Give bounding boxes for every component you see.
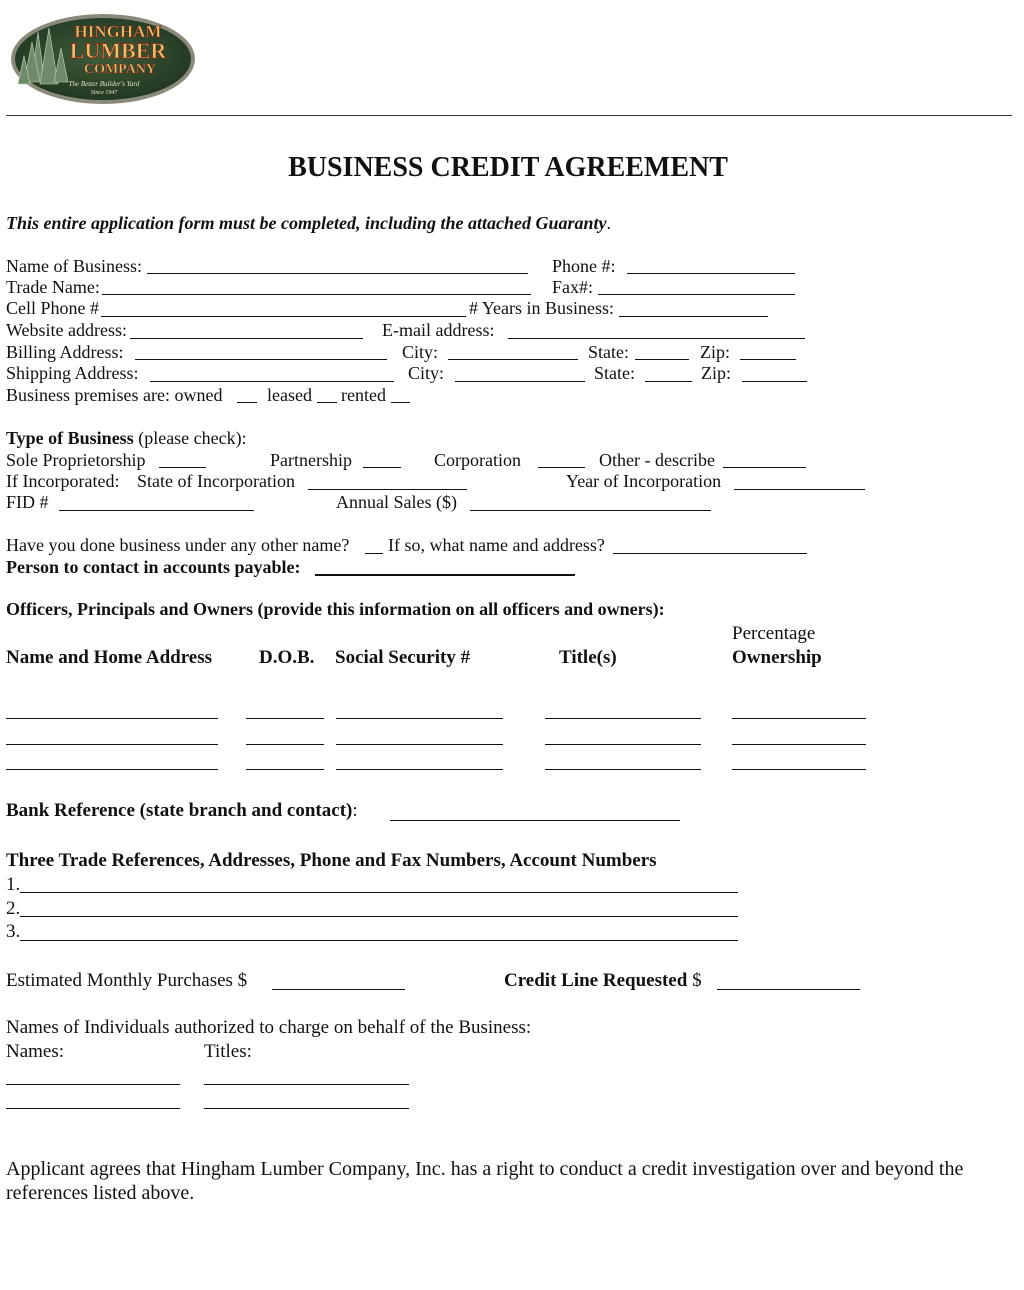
phone-field[interactable] (627, 273, 795, 274)
name-of-business-label: Name of Business: (6, 256, 142, 276)
other-describe-label: Other - describe (599, 450, 715, 470)
years-in-business-field[interactable] (619, 316, 768, 317)
shipping-zip-field[interactable] (742, 381, 807, 382)
logo-tagline2: Since 1947 (90, 90, 118, 96)
officer-2-name-field[interactable] (6, 744, 218, 745)
authorized-titles-label: Titles: (204, 1041, 252, 1062)
fax-field[interactable] (598, 294, 795, 295)
ap-contact-field[interactable] (315, 574, 575, 576)
billing-city-field[interactable] (448, 359, 578, 360)
other-name-field[interactable] (613, 553, 807, 554)
intro-line (6, 213, 611, 233)
phone-label: Phone #: (552, 256, 616, 276)
billing-address-field[interactable] (135, 359, 387, 360)
billing-state-field[interactable] (635, 359, 689, 360)
officer-2-ownership-field[interactable] (732, 744, 866, 745)
trade-reference-1-number: 1. (6, 874, 21, 895)
col-ownership: Ownership (732, 647, 822, 668)
type-of-business-title: Type of Business (6, 428, 134, 448)
billing-zip-label: Zip: (700, 342, 730, 362)
other-name-check[interactable] (365, 553, 383, 554)
cell-phone-label: Cell Phone # (6, 298, 99, 318)
years-in-business-label: # Years in Business: (469, 298, 615, 318)
authorized-title-2-field[interactable] (204, 1108, 409, 1109)
credit-line-field[interactable] (717, 989, 860, 990)
annual-sales-field[interactable] (470, 510, 711, 511)
authorized-name-2-field[interactable] (6, 1108, 180, 1109)
sole-proprietorship-check[interactable] (159, 467, 206, 468)
logo-emblem (10, 12, 196, 106)
trade-reference-3-field[interactable] (20, 940, 738, 941)
officer-3-dob-field[interactable] (246, 769, 324, 770)
billing-zip-field[interactable] (740, 359, 796, 360)
authorized-title-1-field[interactable] (204, 1084, 409, 1085)
premises-rented-check[interactable] (391, 402, 410, 403)
shipping-city-label: City: (408, 363, 445, 383)
website-label: Website address: (6, 320, 128, 340)
sole-proprietorship-label: Sole Proprietorship (6, 450, 146, 470)
col-ssn: Social Security # (335, 647, 471, 668)
estimated-monthly-label: Estimated Monthly Purchases $ (6, 970, 248, 991)
logo-line3: COMPANY (83, 62, 157, 77)
shipping-address-label: Shipping Address: (6, 363, 139, 383)
fid-field[interactable] (59, 510, 254, 511)
other-name-followup: If so, what name and address? (388, 535, 605, 555)
shipping-address-field[interactable] (150, 381, 394, 382)
fid-label: FID # (6, 492, 49, 512)
col-percentage-top: Percentage (732, 623, 816, 644)
officer-1-title-field[interactable] (545, 718, 701, 719)
agreement-line-1: Applicant agrees that Hingham Lumber Company, Inc. has a right to conduct a credit investigation over and beyond the (6, 1158, 964, 1180)
billing-address-label: Billing Address: (6, 342, 124, 362)
trade-reference-3-number: 3. (6, 921, 21, 942)
logo-tagline1: The Better Builder's Yard (68, 80, 140, 88)
ap-contact-label: Person to contact in accounts payable: (6, 557, 301, 577)
state-of-incorporation-field[interactable] (308, 489, 467, 490)
intro-text: This entire application form must be completed, including the attached Guaranty (6, 213, 607, 233)
bank-reference-colon: : (352, 800, 358, 821)
type-of-business-note: (please check): (133, 428, 247, 448)
page-title: BUSINESS CREDIT AGREEMENT (288, 152, 728, 183)
partnership-label: Partnership (270, 450, 352, 470)
officer-2-ssn-field[interactable] (336, 744, 503, 745)
officer-1-ownership-field[interactable] (732, 718, 866, 719)
trade-references-heading: Three Trade References, Addresses, Phone and Fax Numbers, Account Numbers (6, 850, 657, 871)
premises-leased-label: leased (267, 385, 312, 405)
officer-3-ssn-field[interactable] (336, 769, 503, 770)
company-logo (10, 12, 196, 106)
cell-phone-field[interactable] (101, 316, 466, 317)
trade-reference-1-field[interactable] (20, 892, 738, 893)
officer-2-title-field[interactable] (545, 744, 701, 745)
trade-name-field[interactable] (102, 294, 531, 295)
officer-1-name-field[interactable] (6, 718, 218, 719)
header-divider (6, 115, 1012, 116)
partnership-check[interactable] (363, 467, 401, 468)
credit-line-dollar: $ (692, 970, 702, 991)
year-of-incorporation-field[interactable] (734, 489, 865, 490)
premises-label: Business premises are: owned (6, 385, 223, 405)
col-name-address: Name and Home Address (6, 647, 213, 668)
premises-owned-check[interactable] (237, 402, 257, 403)
premises-leased-check[interactable] (317, 402, 337, 403)
trade-reference-2-field[interactable] (20, 916, 738, 917)
officers-heading: Officers, Principals and Owners (provide this information on all officers and owners): (6, 599, 665, 619)
trade-reference-2-number: 2. (6, 898, 21, 919)
bank-reference-line (6, 800, 358, 822)
col-titles: Title(s) (559, 647, 617, 668)
authorized-heading: Names of Individuals authorized to charge on behalf of the Business: (6, 1017, 532, 1038)
intro-period: . (606, 213, 612, 233)
type-of-business-heading (6, 428, 247, 448)
website-field[interactable] (130, 338, 363, 339)
authorized-names-label: Names: (6, 1041, 65, 1062)
shipping-state-field[interactable] (645, 381, 692, 382)
officer-1-dob-field[interactable] (246, 718, 324, 719)
officer-1-ssn-field[interactable] (336, 718, 503, 719)
shipping-state-label: State: (594, 363, 635, 383)
shipping-zip-label: Zip: (701, 363, 731, 383)
credit-line-label: Credit Line Requested (504, 970, 688, 991)
other-name-question: Have you done business under any other name? (6, 535, 350, 555)
officer-3-title-field[interactable] (545, 769, 701, 770)
name-of-business-field[interactable] (147, 273, 528, 274)
bank-reference-field[interactable] (390, 820, 680, 821)
premises-rented-label: rented (341, 385, 386, 405)
logo-line1: HINGHAM (74, 22, 162, 41)
email-field[interactable] (508, 338, 805, 339)
state-of-incorporation-label: State of Incorporation (137, 471, 295, 491)
bank-reference-label: Bank Reference (state branch and contact) (6, 800, 353, 821)
billing-state-label: State: (588, 342, 629, 362)
billing-city-label: City: (402, 342, 439, 362)
trade-name-label: Trade Name: (6, 277, 100, 297)
credit-line-line (504, 970, 702, 992)
authorized-name-1-field[interactable] (6, 1084, 180, 1085)
annual-sales-label: Annual Sales ($) (336, 492, 457, 512)
officer-3-ownership-field[interactable] (732, 769, 866, 770)
fax-label: Fax#: (552, 277, 594, 297)
corporation-check[interactable] (538, 467, 585, 468)
logo-line2: LUMBER (69, 38, 167, 63)
email-label: E-mail address: (382, 320, 495, 340)
col-dob: D.O.B. (259, 647, 315, 668)
corporation-label: Corporation (434, 450, 521, 470)
if-incorporated-label: If Incorporated: (6, 471, 120, 491)
other-describe-field[interactable] (723, 467, 806, 468)
shipping-city-field[interactable] (455, 381, 585, 382)
officer-2-dob-field[interactable] (246, 744, 324, 745)
agreement-line-2: references listed above. (6, 1182, 195, 1204)
estimated-monthly-field[interactable] (272, 989, 405, 990)
officer-3-name-field[interactable] (6, 769, 218, 770)
year-of-incorporation-label: Year of Incorporation (566, 471, 722, 491)
